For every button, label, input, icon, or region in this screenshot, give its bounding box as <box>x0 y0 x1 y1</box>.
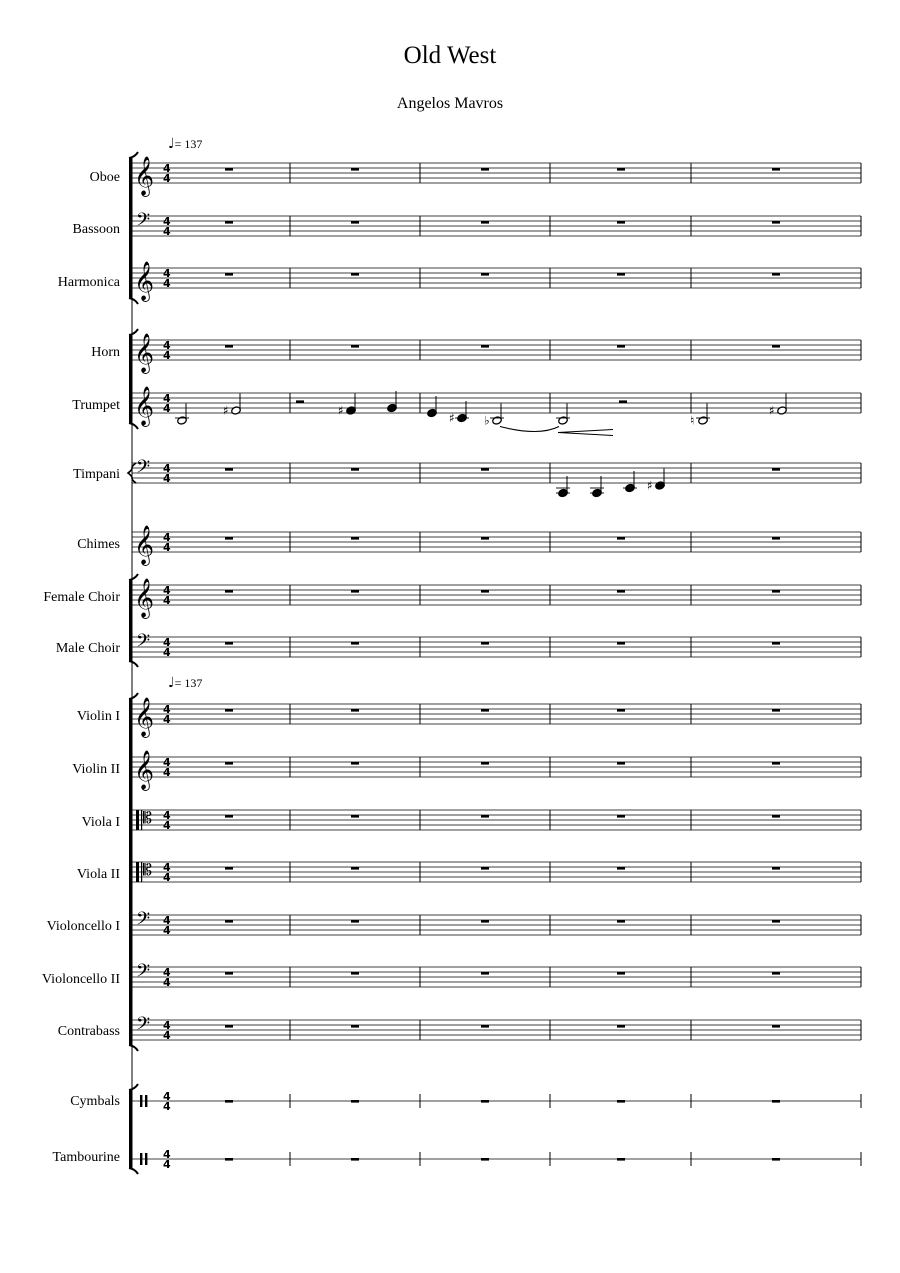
whole-rest-icon <box>225 168 233 171</box>
whole-rest-icon <box>772 537 780 540</box>
whole-rest-icon <box>481 273 489 276</box>
whole-rest-icon <box>617 920 625 923</box>
whole-rest-icon <box>481 221 489 224</box>
score-title: Old West <box>403 42 497 69</box>
time-signature-top: 4 <box>163 914 171 927</box>
time-signature-bottom: 4 <box>163 472 171 485</box>
percussion-clef-icon <box>145 1095 147 1107</box>
time-signature-bottom: 4 <box>163 766 171 779</box>
whole-rest-icon <box>481 468 489 471</box>
time-signature-bottom: 4 <box>163 225 171 238</box>
trumpet-staff <box>132 393 861 413</box>
whole-rest-icon <box>617 762 625 765</box>
whole-rest-icon <box>481 642 489 645</box>
time-signature-bottom: 4 <box>163 819 171 832</box>
whole-rest-icon <box>617 273 625 276</box>
bassoon-staff <box>132 216 861 236</box>
label-cello-1: Violoncello I <box>46 919 120 934</box>
whole-rest-icon <box>225 972 233 975</box>
time-signature-bottom: 4 <box>163 1100 171 1113</box>
whole-rest-icon <box>481 972 489 975</box>
crescendo-hairpin <box>558 433 613 436</box>
tempo-value: = 137 <box>174 137 203 151</box>
violin-1-staff <box>132 704 861 724</box>
whole-rest-icon <box>772 1158 780 1161</box>
whole-rest-icon <box>772 273 780 276</box>
whole-rest-icon <box>617 1025 625 1028</box>
label-violin-2: Violin II <box>72 762 120 777</box>
strings-bracket-hook-bottom <box>129 1045 138 1051</box>
label-female-choir: Female Choir <box>43 590 120 605</box>
whole-rest-icon <box>772 920 780 923</box>
whole-rest-icon <box>225 762 233 765</box>
whole-rest-icon <box>481 590 489 593</box>
horn-staff <box>132 340 861 360</box>
whole-rest-icon <box>225 221 233 224</box>
whole-rest-icon <box>481 920 489 923</box>
treble-clef-icon: 𝄞 <box>134 525 155 565</box>
alto-clef-icon <box>136 810 139 830</box>
whole-rest-icon <box>351 468 359 471</box>
time-signature-bottom: 4 <box>163 277 171 290</box>
quarter-note-icon: ♩ <box>168 675 175 691</box>
whole-rest-icon <box>617 1158 625 1161</box>
whole-rest-icon <box>225 345 233 348</box>
time-signature-bottom: 4 <box>163 646 171 659</box>
whole-rest-icon <box>617 590 625 593</box>
time-signature-bottom: 4 <box>163 1029 171 1042</box>
viola-1-staff <box>132 810 861 830</box>
bass-clef-icon: 𝄢 <box>136 1014 151 1039</box>
bass-clef-icon: 𝄢 <box>136 210 151 235</box>
label-bassoon: Bassoon <box>72 222 120 237</box>
whole-rest-icon <box>617 1100 625 1103</box>
time-signature-top: 4 <box>163 531 171 544</box>
label-cymbals: Cymbals <box>70 1094 120 1109</box>
time-signature-bottom: 4 <box>163 541 171 554</box>
whole-rest-icon <box>617 345 625 348</box>
whole-rest-icon <box>617 642 625 645</box>
whole-rest-icon <box>351 972 359 975</box>
whole-rest-icon <box>351 537 359 540</box>
whole-rest-icon <box>772 345 780 348</box>
whole-rest-icon <box>617 972 625 975</box>
label-oboe: Oboe <box>89 170 120 185</box>
percussion-clef-icon <box>145 1153 147 1165</box>
time-signature-top: 4 <box>163 1019 171 1032</box>
bass-clef-icon: 𝄢 <box>136 909 151 934</box>
sharp-icon: ♯ <box>769 403 775 418</box>
percussion-clef-icon <box>140 1095 142 1107</box>
label-male-choir: Male Choir <box>55 641 120 656</box>
label-cello-2: Violoncello II <box>41 972 120 987</box>
whole-rest-icon <box>481 537 489 540</box>
whole-rest-icon <box>225 709 233 712</box>
time-signature-top: 4 <box>163 1148 171 1161</box>
whole-rest-icon <box>772 590 780 593</box>
label-chimes: Chimes <box>77 537 120 552</box>
time-signature-top: 4 <box>163 703 171 716</box>
male-choir-staff <box>132 637 861 657</box>
label-violin-1: Violin I <box>76 709 120 724</box>
time-signature-top: 4 <box>163 392 171 405</box>
whole-rest-icon <box>617 221 625 224</box>
percussion-clef-icon <box>140 1153 142 1165</box>
whole-rest-icon <box>481 867 489 870</box>
whole-rest-icon <box>351 1158 359 1161</box>
time-signature-top: 4 <box>163 267 171 280</box>
whole-rest-icon <box>351 815 359 818</box>
treble-clef-icon: 𝄞 <box>134 333 155 373</box>
whole-rest-icon <box>351 345 359 348</box>
flat-icon: ♭ <box>484 413 490 428</box>
bass-clef-icon: 𝄢 <box>136 631 151 656</box>
whole-rest-icon <box>772 815 780 818</box>
whole-rest-icon <box>772 168 780 171</box>
choir-bracket-hook-bottom <box>129 661 138 667</box>
female-choir-staff <box>132 585 861 605</box>
time-signature-bottom: 4 <box>163 976 171 989</box>
label-horn: Horn <box>91 345 120 360</box>
whole-rest-icon <box>351 867 359 870</box>
time-signature-bottom: 4 <box>163 713 171 726</box>
label-viola-2: Viola II <box>76 867 120 882</box>
whole-rest-icon <box>225 537 233 540</box>
violin-2-staff <box>132 757 861 777</box>
half-rest-icon <box>296 400 304 403</box>
cello-1-staff <box>132 915 861 935</box>
crescendo-hairpin <box>558 430 613 433</box>
treble-clef-icon: 𝄞 <box>134 386 155 426</box>
sharp-icon: ♯ <box>223 403 229 418</box>
whole-rest-icon <box>772 1100 780 1103</box>
alto-clef-icon: 𝄡 <box>143 808 152 827</box>
time-signature-bottom: 4 <box>163 594 171 607</box>
time-signature-top: 4 <box>163 462 171 475</box>
whole-rest-icon <box>481 168 489 171</box>
whole-rest-icon <box>772 762 780 765</box>
whole-rest-icon <box>772 1025 780 1028</box>
label-timpani: Timpani <box>73 467 120 482</box>
time-signature-top: 4 <box>163 215 171 228</box>
whole-rest-icon <box>225 642 233 645</box>
time-signature-top: 4 <box>163 584 171 597</box>
bass-clef-icon: 𝄢 <box>136 457 151 482</box>
whole-rest-icon <box>225 273 233 276</box>
cello-2-staff <box>132 967 861 987</box>
whole-rest-icon <box>772 221 780 224</box>
alto-clef-icon: 𝄡 <box>143 860 152 879</box>
whole-rest-icon <box>481 815 489 818</box>
tempo-value: = 137 <box>174 676 203 690</box>
time-signature-top: 4 <box>163 809 171 822</box>
label-trumpet: Trumpet <box>72 398 120 413</box>
whole-rest-icon <box>772 867 780 870</box>
label-tambourine: Tambourine <box>52 1150 120 1165</box>
whole-rest-icon <box>351 1100 359 1103</box>
alto-clef-icon <box>136 862 139 882</box>
label-viola-1: Viola I <box>81 815 120 830</box>
time-signature-bottom: 4 <box>163 349 171 362</box>
treble-clef-icon: 𝄞 <box>134 578 155 618</box>
whole-rest-icon <box>225 1158 233 1161</box>
whole-rest-icon <box>351 709 359 712</box>
whole-rest-icon <box>225 920 233 923</box>
time-signature-bottom: 4 <box>163 924 171 937</box>
treble-clef-icon: 𝄞 <box>134 261 155 301</box>
whole-rest-icon <box>481 1158 489 1161</box>
whole-rest-icon <box>772 642 780 645</box>
label-contrabass: Contrabass <box>57 1024 120 1039</box>
time-signature-bottom: 4 <box>163 172 171 185</box>
label-harmonica: Harmonica <box>57 275 120 290</box>
natural-icon: ♮ <box>690 413 695 428</box>
whole-rest-icon <box>481 1025 489 1028</box>
whole-rest-icon <box>225 468 233 471</box>
time-signature-bottom: 4 <box>163 1158 171 1171</box>
half-rest-icon <box>619 400 627 403</box>
whole-rest-icon <box>351 642 359 645</box>
whole-rest-icon <box>617 168 625 171</box>
time-signature-top: 4 <box>163 636 171 649</box>
whole-rest-icon <box>351 273 359 276</box>
time-signature-top: 4 <box>163 339 171 352</box>
whole-rest-icon <box>617 709 625 712</box>
time-signature-top: 4 <box>163 861 171 874</box>
viola-2-staff <box>132 862 861 882</box>
oboe-staff <box>132 163 861 183</box>
time-signature-bottom: 4 <box>163 402 171 415</box>
whole-rest-icon <box>225 867 233 870</box>
whole-rest-icon <box>225 590 233 593</box>
quarter-note-icon: ♩ <box>168 136 175 152</box>
whole-rest-icon <box>481 345 489 348</box>
percussion-bracket-hook-top <box>129 1084 138 1090</box>
whole-rest-icon <box>481 1100 489 1103</box>
whole-rest-icon <box>351 168 359 171</box>
whole-rest-icon <box>617 537 625 540</box>
treble-clef-icon: 𝄞 <box>134 750 155 790</box>
tie-curve <box>500 427 559 432</box>
whole-rest-icon <box>481 762 489 765</box>
sharp-icon: ♯ <box>647 478 653 493</box>
time-signature-top: 4 <box>163 162 171 175</box>
whole-rest-icon <box>617 815 625 818</box>
whole-rest-icon <box>351 1025 359 1028</box>
percussion-bracket-hook-bottom <box>129 1168 138 1174</box>
time-signature-top: 4 <box>163 1090 171 1103</box>
whole-rest-icon <box>351 920 359 923</box>
sharp-icon: ♯ <box>338 403 344 418</box>
treble-clef-icon: 𝄞 <box>134 697 155 737</box>
time-signature-bottom: 4 <box>163 871 171 884</box>
contrabass-staff <box>132 1020 861 1040</box>
whole-rest-icon <box>351 221 359 224</box>
time-signature-top: 4 <box>163 966 171 979</box>
treble-clef-icon: 𝄞 <box>134 156 155 196</box>
bass-clef-icon: 𝄢 <box>136 961 151 986</box>
whole-rest-icon <box>225 1100 233 1103</box>
timpani-staff <box>132 463 861 483</box>
chimes-staff <box>132 532 861 552</box>
harmonica-staff <box>132 268 861 288</box>
composer-name: Angelos Mavros <box>396 95 504 112</box>
whole-rest-icon <box>351 762 359 765</box>
whole-rest-icon <box>617 867 625 870</box>
whole-rest-icon <box>351 590 359 593</box>
whole-rest-icon <box>772 972 780 975</box>
time-signature-top: 4 <box>163 756 171 769</box>
whole-rest-icon <box>772 709 780 712</box>
whole-rest-icon <box>481 709 489 712</box>
sharp-icon: ♯ <box>449 411 455 425</box>
whole-rest-icon <box>772 468 780 471</box>
whole-rest-icon <box>225 1025 233 1028</box>
whole-rest-icon <box>225 815 233 818</box>
